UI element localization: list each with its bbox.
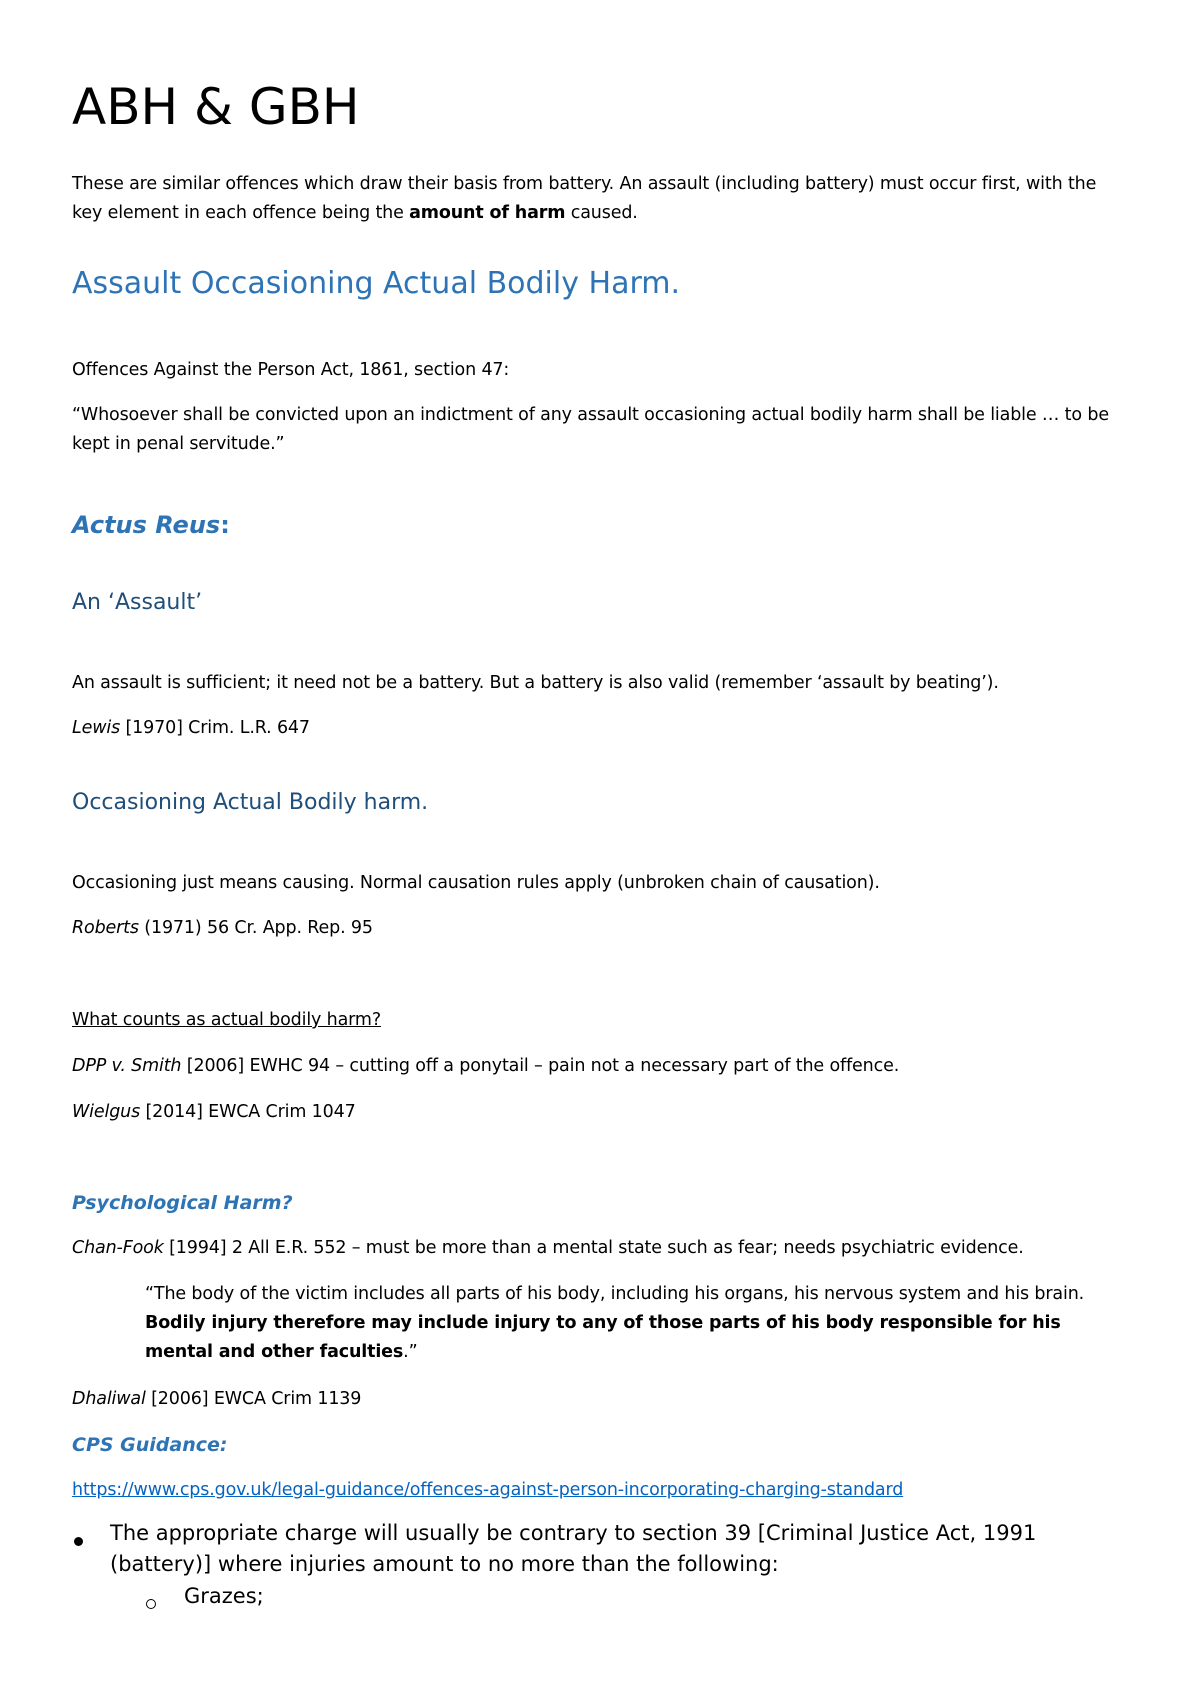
case-chan-fook	[72, 1234, 1128, 1263]
quote-bold-text: Bodily injury therefore may include injury to any of those parts of his body responsible for his mental and other faculties	[145, 1313, 1061, 1362]
case-name: Wielgus	[72, 1102, 141, 1122]
case-roberts	[72, 914, 1128, 943]
case-citation: [2014] EWCA Crim 1047	[140, 1102, 356, 1122]
chan-fook-quote	[145, 1280, 1128, 1367]
intro-text-end: caused.	[565, 203, 638, 223]
bullet-circle-icon	[146, 1599, 156, 1609]
case-citation: (1971) 56 Cr. App. Rep. 95	[138, 918, 373, 938]
abh-question	[72, 1006, 1128, 1035]
intro-text: These are similar offences which draw their basis from battery. An assault (including battery) must occur first, with the key element in each offence being the	[72, 174, 1097, 223]
heading-an-assault: An ‘Assault’	[72, 590, 203, 615]
case-lewis	[72, 714, 1128, 743]
quote-text: “The body of the victim includes all parts of his body, including his organs, his nervous system and his brain.	[145, 1284, 1085, 1304]
heading-actus-reus	[72, 510, 1128, 540]
case-citation: [1994] 2 All E.R. 552 – must be more than a mental state such as fear; needs psychiatric evidence.	[163, 1238, 1024, 1258]
actus-reus-colon: :	[220, 511, 230, 539]
case-name: DPP v. Smith	[72, 1056, 182, 1076]
intro-bold-text: amount of harm	[409, 203, 566, 223]
case-citation: [2006] EWHC 94 – cutting off a ponytail – pain not a necessary part of the offence.	[181, 1056, 900, 1076]
case-name: Dhaliwal	[72, 1389, 146, 1409]
case-citation: [1970] Crim. L.R. 647	[120, 718, 310, 738]
case-name: Roberts	[72, 918, 139, 938]
page-title: ABH & GBH	[72, 78, 360, 136]
bullet-item-appropriate-charge: The appropriate charge will usually be contrary to section 39 [Criminal Justice Act, 1991 (battery)] where injuries amount to no more than the following:	[110, 1521, 1037, 1576]
heading-psychological-harm: Psychological Harm?	[72, 1192, 293, 1214]
bullet-dot-icon	[74, 1537, 83, 1546]
actus-reus-label: Actus Reus	[72, 511, 221, 539]
occasioning-paragraph: Occasioning just means causing. Normal causation rules apply (unbroken chain of causation).	[72, 873, 880, 893]
intro-paragraph	[72, 170, 1128, 228]
case-dhaliwal	[72, 1385, 1128, 1414]
section-heading-abh: Assault Occasioning Actual Bodily Harm.	[72, 266, 681, 301]
case-name: Lewis	[72, 718, 121, 738]
case-name: Chan-Fook	[72, 1238, 164, 1258]
abh-question-text: What counts as actual bodily harm?	[72, 1010, 381, 1030]
assault-paragraph: An assault is sufficient; it need not be a battery. But a battery is also valid (remember ‘assault by beating’).	[72, 673, 999, 693]
case-citation: [2006] EWCA Crim 1139	[145, 1389, 362, 1409]
statute-quote: “Whosoever shall be convicted upon an indictment of any assault occasioning actual bodily harm shall be liable … to be kept in penal servitude.”	[72, 405, 1109, 454]
cps-guidance-link[interactable]: https://www.cps.gov.uk/legal-guidance/offences-against-person-incorporating-charging-standard	[72, 1480, 904, 1500]
cps-link-paragraph	[72, 1476, 1128, 1505]
heading-cps-guidance: CPS Guidance:	[72, 1434, 228, 1456]
heading-occasioning-abh: Occasioning Actual Bodily harm.	[72, 790, 429, 815]
case-wielgus	[72, 1098, 1128, 1127]
quote-end: .”	[403, 1342, 418, 1362]
statute-reference: Offences Against the Person Act, 1861, section 47:	[72, 360, 510, 380]
sub-bullet-item-grazes: Grazes;	[184, 1584, 264, 1608]
case-dpp-smith	[72, 1052, 1128, 1081]
